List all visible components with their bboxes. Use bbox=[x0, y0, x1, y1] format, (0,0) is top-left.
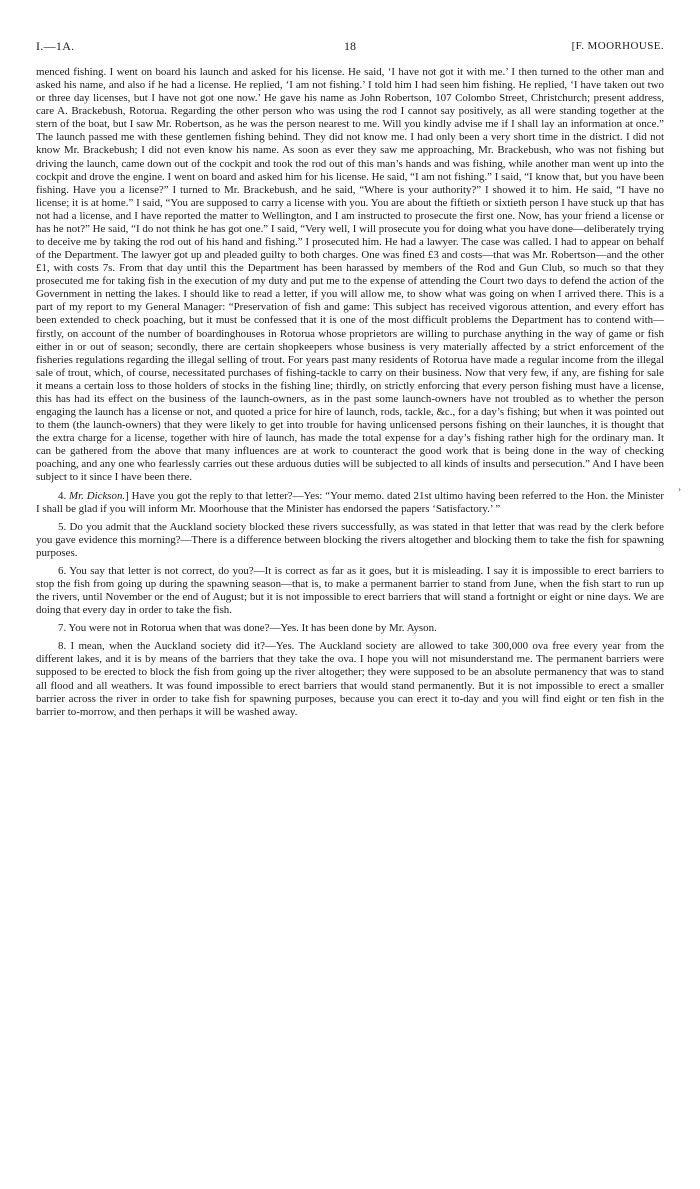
question-number: 7. bbox=[58, 622, 67, 635]
paragraph-continued-answer bbox=[36, 66, 664, 485]
question-4 bbox=[36, 490, 664, 516]
question-number: 8. bbox=[58, 640, 67, 653]
question-text: You were not in Rotorua when that was done?—Yes. It has been done by Mr. Ayson. bbox=[68, 622, 437, 635]
page-header bbox=[36, 38, 664, 54]
question-8 bbox=[36, 640, 664, 718]
question-6 bbox=[36, 565, 664, 617]
paragraph-text: menced fishing. I went on board his launch and asked for his license. He said, ‘I have not got it with me.’ I then turned to the other man and asked his name, and also if he had a license. He replied, ‘I am not fishing.’ I told him I had seen him fishing. He replied, ‘I have taken out two or three day licenses, but I have not got one now.’ He gave his name as John Robertson, 107 Colombo Street, Christchurch; present address, care A. Brackebush, Rotorua. Regarding the other person who was using the rod I cannot say positively, as all were standing together at the stern of the boat, but I saw Mr. Robertson, as he was the person nearest to me. Will you kindly advise me if I shall lay an information at once.” The launch passed me with these gentlemen fishing behind. They did not know me. I had only been a very short time in the district. I did not know Mr. Brackebush; I did not even know his name. As soon as ever they saw me approaching, Mr. Brackebush, who was not fishing but driving the launch, came down out of the cockpit and took the rod out of this man’s hands and was fishing, while another man went up into the cockpit and drove the engine. I went on board and asked him for his license. He said, “I am not fishing.” I said, “I know that, but you have been fishing. Have you a license?” I turned to Mr. Brackebush, and he said, “Where is your authority?” I showed it to him. He said, “I have no license; it is at home.” I said, “You are supposed to carry a license with you. You are about the fiftieth or sixtieth person I have stuck up that has not had a license, and I have reported the matter to Wellington, and I am instructed to prosecute the first one. Now, has your friend a license or has he not?” He said, “I do not think he has got one.” I said, “Very well, I will prosecute you for doing what you have done—deliberately trying to deceive me by taking the rod out of his hand and fishing.” I prosecuted him. He had a lawyer. The case was called. I had to appear on behalf of the Department. The lawyer got up and pleaded guilty to both charges. One was fined £3 and costs—that was Mr. Robertson—and the other £1, with costs 7s. From that day until this the Department has been harassed by members of the Rod and Gun Club, so much so that they prosecuted me for taking fish in the execution of my duty and put me to the expense of attending the Court two days to defend the action of the Government in netting the lakes. I should like to read a letter, if you will allow me, to show what was going on when I arrived there. This is a part of my report to my General Manager: “Preservation of fish and game: This subject has received vigorous attention, and every effort has been extended to check poaching, but it must be confessed that it is one of the most difficult problems the Department has to contend with—firstly, on account of the number of boardinghouses in Rotorua whose proprietors are willing to purchase anything in the way of game or fish either in or out of season; secondly, there are certain shopkeepers whose business is very materially affected by a strict enforcement of the fisheries regulations regarding the illegal selling of trout. For years past many residents of Rotorua have made a regular income from the illegal sale of trout, which, of course, necessitated purchases of fishing-tackle to carry on their business. Now that very few, if any, are fishing for sale it means a certain loss to those holders of stocks in the fishing line; thirdly, on strictly enforcing that every person fishing must have a license, this has had its effect on the business of the launch-owners, as in the past some launch-owners have not troubled as to whether the person engaging the launch has a license or not, and quoted a price for hire of launch, rods, tackle, &c., for a day’s fishing; but when it was pointed out to them (the launch-owners) that they were likely to get into trouble for having unlicensed persons fishing on their launches, it is thought that the extra charge for a license, together with hire of launch, has made the total expense for a day’s fishing rather high for the ordinary man. It can be gathered from the above that many influences are at work to counteract the good work that is being done in the way of checking poaching, and any one who fearlessly carries out these arduous duties will be subjected to all kinds of insults and persecution.” And I have been subject to it since I have been there. bbox=[36, 66, 664, 484]
question-number: 5. bbox=[58, 520, 67, 533]
question-5 bbox=[36, 521, 664, 560]
question-number: 4. bbox=[58, 489, 67, 502]
question-text: You say that letter is not correct, do you?—It is correct as far as it goes, but it is misleading. I say it is impossible to erect barriers to stop the fish from going up during the spawning season—that is, to make a permanent barrier to stand from June, when the fish start to run up the rivers, until November or the end of August; but it is not impossible to erect barriers that will stand a fortnight or eight or nine days. We are doing that every day in order to take the fish. bbox=[36, 564, 664, 617]
question-7 bbox=[36, 622, 664, 635]
document-body bbox=[36, 66, 664, 719]
header-reference: I.—1A. bbox=[36, 39, 75, 53]
question-number: 6. bbox=[58, 564, 67, 577]
question-speaker: Mr. Dickson. bbox=[69, 489, 126, 502]
question-text: I mean, when the Auckland society did it?—Yes. The Auckland society are allowed to take 300,000 ova free every year from the different lakes, and it is by means of the barriers that they take the ova. I hope you will not misunderstand me. The permanent barriers were supposed to be erected to block the fish from going up the river altogether; they were supposed to be an absolute permanency that was to stand all flood and all weathers. It was found impossible to erect barriers that would stand permanently. But it is not impossible to erect a smaller barrier across the river in order to take fish for spawning purposes, because you can erect it to-day and you will find eight or ten fish in the barrier to-morrow, and then perhaps it will be washed away. bbox=[36, 640, 664, 718]
margin-mark-icon: › bbox=[678, 484, 681, 494]
page-number: 18 bbox=[344, 39, 356, 53]
question-text: Do you admit that the Auckland society blocked these rivers successfully, as was stated in that letter that was read by the clerk before you gave evidence this morning?—There is a difference between blocking the rivers altogether and blocking them to take the fish for spawning purposes. bbox=[36, 520, 664, 559]
question-text: ] Have you got the reply to that letter?—Yes: “Your memo. dated 21st ultimo having been referred to the Hon. the Minister I shall be glad if you will inform Mr. Moorhouse that the Minister has endorsed the papers ‘Satisfactory.’ ” bbox=[36, 489, 664, 515]
header-witness-name: [F. MOORHOUSE. bbox=[571, 40, 664, 52]
